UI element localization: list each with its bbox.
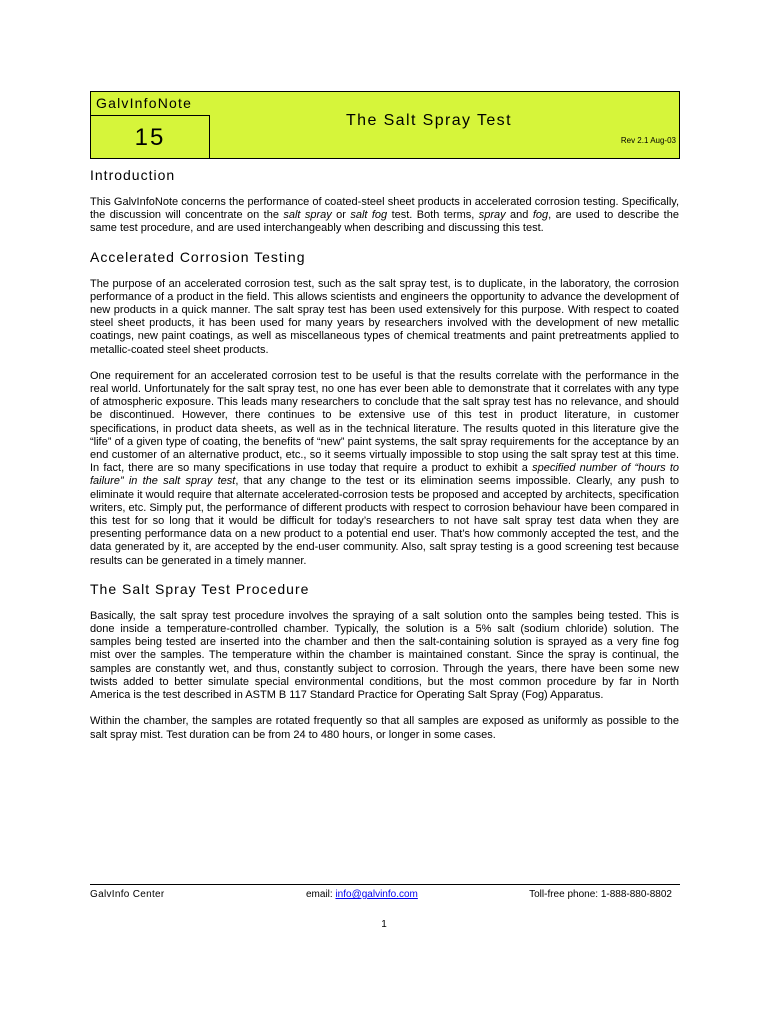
emphasized-text: specified number of “hours to failure” in the salt spray test (90, 462, 679, 488)
emphasized-text: spray (478, 209, 506, 222)
emphasized-text: salt spray (283, 209, 332, 222)
header-box (90, 91, 680, 159)
text-run: and (505, 209, 533, 222)
emphasized-text: fog (532, 209, 549, 222)
accelerated-paragraph-1 (90, 278, 679, 357)
procedure-paragraph-2 (90, 715, 679, 741)
text-run: , that any change to the test or its elimination seems impossible. Clearly, any push to eliminate it would require that alternate accelerated-corrosion tests be proposed and accepted by architects, specification writers, etc. Simply put, the performance of different products with respect to corrosion behaviour have been compared in this test for so long that it would be difficult for today’s researchers to not have salt spray test data when they are presenting performance data on a new product to a potential end user. That’s how commonly accepted the test, and the data generated by it, are accepted by the end-user community. Also, salt spray testing is a good screening test because results can be generated in a timely manner. (90, 475, 679, 567)
note-number: 15 (90, 115, 210, 159)
email-link[interactable]: info@galvinfo.com (335, 889, 418, 900)
accelerated-paragraph-2 (90, 370, 679, 568)
emphasized-text: salt fog (350, 209, 388, 222)
page-number: 1 (381, 919, 387, 930)
intro-paragraph (90, 196, 679, 236)
footer-email-label: email: (306, 889, 336, 900)
text-run: Basically, the salt spray test procedure involves the spraying of a salt solution onto the samples being tested. This is done inside a temperature-controlled chamber. Typically, the solution is a 5% salt (sodium chloride) solution. The samples being tested are inserted into the chamber and then the salt-containing solution is sprayed as a very fine fog mist over the samples. The temperature within the chamber is maintained constant. Since the spray is continual, the samples are constantly wet, and thus, constantly subject to corrosion. Through the years, there have been some new twists added to better simulate special environmental conditions, but the most common procedure by far in North America is the test described in ASTM B 117 Standard Practice for Operating Salt Spray (Fog) Apparatus. (90, 609, 679, 702)
procedure-paragraph-1 (90, 610, 679, 702)
footer-phone: Toll-free phone: 1-888-880-8802 (529, 889, 672, 900)
text-run: Within the chamber, the samples are rotated frequently so that all samples are exposed as uniformly as possible to the salt spray mist. Test duration can be from 24 to 480 hours, or longer in some cases. (90, 715, 679, 741)
footer-divider (90, 884, 680, 885)
footer-email (306, 889, 418, 900)
text-run: One requirement for an accelerated corrosion test to be useful is that the results correlate with the performance in the real world. Unfortunately for the salt spray test, no one has ever been able to demonstrate that it correlates with any type of atmospheric exposure. This leads many researchers to conclude that the salt spray test has no relevance, and should be discontinued. However, there continues to be extensive use of this test in product literature, in customer specifications, in product data sheets, as well as in the technical literature. The results quoted in this literature give the “life” of a given type of coating, the benefits of “new” paint systems, the salt spray requirements for the acceptance by an end customer of an alternative product, etc., so it seems virtually impossible to stop using the salt spray test at this time. In fact, there are so many specifications in use today that require a product to exhibit a (90, 369, 679, 475)
section-heading-introduction: Introduction (90, 167, 176, 183)
text-run: or (331, 209, 351, 222)
section-heading-test-procedure: The Salt Spray Test Procedure (90, 580, 310, 597)
text-run: This GalvInfoNote concerns the performance of coated-steel sheet products in accelerated corrosion testing. Specifically, the discussion will concentrate on the (90, 196, 679, 222)
brand-label: GalvInfoNote (96, 95, 193, 111)
text-run: , are used to describe the same test procedure, and are used interchangeably when describing and discussing this test. (90, 209, 679, 235)
footer-organization: GalvInfo Center (90, 889, 165, 900)
text-run: test. Both terms, (387, 209, 479, 222)
revision-label: Rev 2.1 Aug-03 (620, 136, 676, 145)
text-run: The purpose of an accelerated corrosion test, such as the salt spray test, is to duplicate, in the laboratory, the corrosion performance of a product in the field. This allows scientists and engineers the opportunity to advance the development of new products in a quick manner. The salt spray test has been used extensively for this purpose. With respect to coated steel sheet products, it has been used for many years by researchers involved with the development of new metallic coatings, new paint coatings, as well as miscellaneous types of chemical treatments and paint pretreatments applied to metallic-coated steel sheet products. (90, 277, 679, 356)
document-title: The Salt Spray Test (346, 112, 512, 129)
document-body (90, 166, 679, 742)
section-heading-accelerated-corrosion: Accelerated Corrosion Testing (90, 248, 306, 265)
